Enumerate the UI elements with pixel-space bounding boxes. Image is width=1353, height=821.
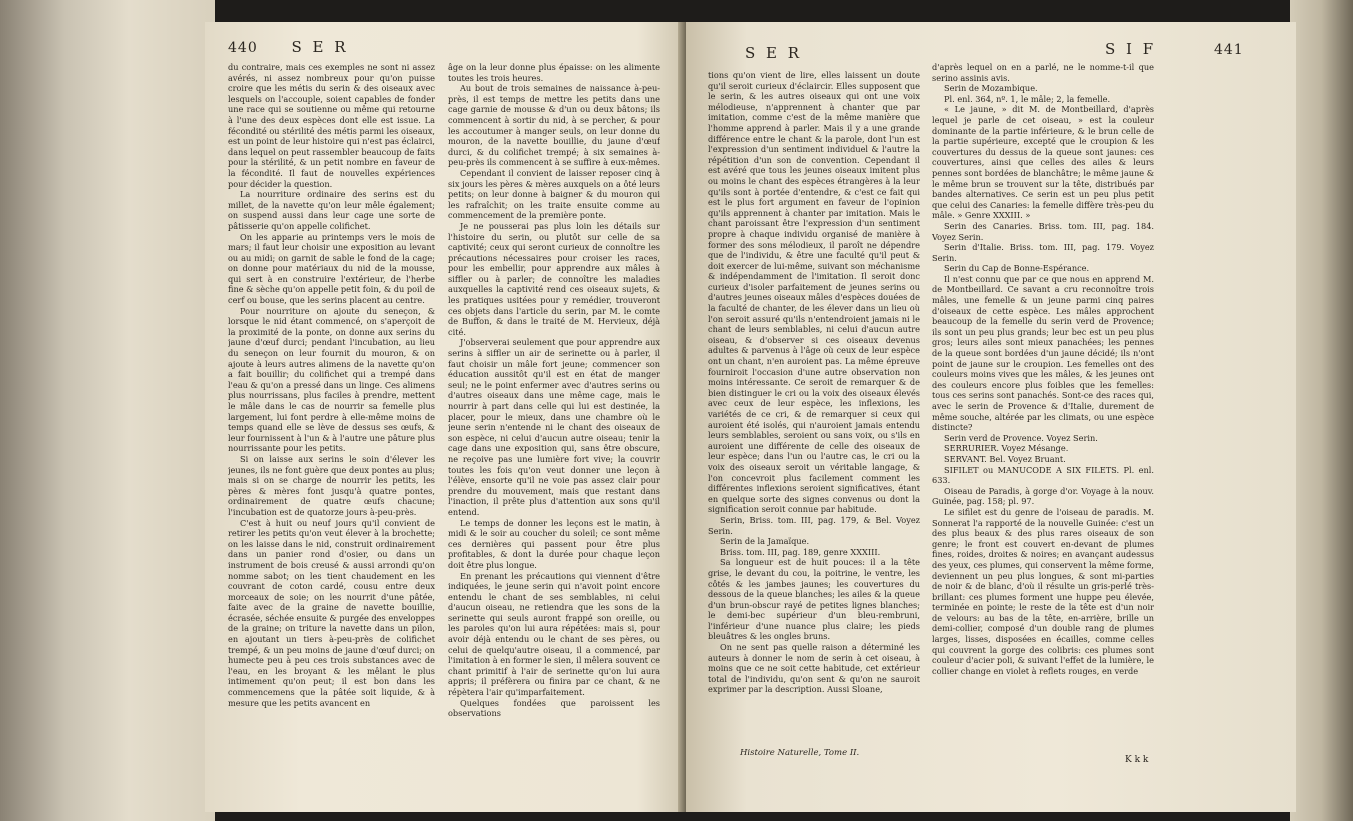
left-running-head: S E R: [291, 38, 349, 56]
right-column-2: [932, 62, 1154, 752]
right-running-head-2: S I F: [1105, 40, 1157, 58]
paragraph: SIFILET ou MANUCODE A SIX FILETS. Pl. enl. 633.: [932, 464, 1154, 486]
paragraph: Pl. enl. 364, nº. 1, le mâle; 2, la femelle.: [944, 93, 1111, 104]
paragraph: du contraire, mais ces exemples ne sont ni assez avérés, ni assez nombreux pour qu'on puisse croire que les métis du serin & des oiseaux avec lesquels on l'accouple, soient capables de fonder une race qui se soutienne ou même qui retourne à l'une des deux espèces dont elle est issue. La fécondité ou stérilité des métis parmi les oiseaux, est un point de leur histoire qui n'est pas éclairci, dans lequel on peut rassembler beaucoup de faits pour la stérilité, & un petit nombre en faveur de la fécondité. Il faut de nouvelles expériences pour décider la question.: [228, 62, 435, 189]
paragraph: Quelques fondées que paroissent les observations: [448, 697, 660, 719]
right-page-number: 441: [1213, 42, 1244, 58]
paragraph: d'après lequel on en a parlé, ne le nomme-t-il que serino assinis avis.: [932, 62, 1154, 83]
paragraph: Le sifilet est du genre de l'oiseau de paradis. M. Sonnerat l'a rapporté de la nouvelle Guinée: c'est un des plus beaux & des plus rares oiseaux de son genre; le front est couvert en-devant de plumes fines, roides, droites & noires; en avançant audessus des yeux, ces plumes, qui conservent la même forme, deviennent un peu plus longues, & sont mi-parties de noir & de blanc, d'où il résulte un gris-perlé très-brillant: ces plumes forment une huppe peu élevée, terminée en pointe; le reste de la tête est d'un noir de velours: au bas de la tête, en-arrière, brille un demi-collier, composé d'un double rang de plumes larges, lisses, disposées en écailles, comme celles qui couvrent la gorge des colibris: ces plumes sont couleur d'acier poli, & suivant l'effet de la lumière, le collier change en violet à reflets rouges, en verde: [932, 506, 1154, 676]
paragraph: Je ne pousserai pas plus loin les détails sur l'histoire du serin, ou plutôt sur celle de sa captivité; ceux qui seront curieux de connoître les précautions nécessaires pour croiser les races, pour les embellir, pour apprendre aux mâles à siffler ou à parler; de connoître les maladies auxquelles la captivité rend ces oiseaux sujets, & les pratiques usitées pour y remédier, trouveront ces objets dans l'article du serin, par M. le comte de Buffon, & dans le traité de M. Hervieux, déjà cité.: [448, 220, 660, 337]
left-page-number: 440: [228, 40, 258, 56]
paragraph: Serin d'Italie. Briss. tom. III, pag. 179. Voyez Serin.: [932, 242, 1154, 263]
paragraph: Cependant il convient de laisser reposer cinq à six jours les pères & mères auxquels on a ôté leurs petits; on leur donne à baigner & du mouron qui les rafraîchit; on les traite ensuite comme au commencement de la première ponte.: [448, 167, 660, 221]
paragraph: Il n'est connu que par ce que nous en apprend M. de Montbeillard. Ce savant a cru reconnoître trois mâles, une femelle & un jeune parmi cinq paires d'oiseaux de cette espèce. Les mâles approchent beaucoup de la femelle du serin verd de Provence; ils sont un peu plus grands; leur bec est un peu plus gros; leurs ailes sont mieux panachées; les pennes de la queue sont bordées d'un jaune décidé; ils n'ont point de jaune sur le croupion. Les femelles ont des couleurs moins vives que les mâles, & les jeunes ont des couleurs encore plus foibles que les femelles: tous ces serins sont panachés. Sont-ce des races qui, avec le serin de Provence & d'Italie, durement de même souche, altérée par les climats, ou une espèce distincte?: [932, 273, 1154, 433]
paragraph: Oiseau de Paradis, à gorge d'or. Voyage à la nouv. Guinée, pag. 158; pl. 97.: [932, 485, 1154, 507]
paragraph: Serin du Cap de Bonne-Espérance.: [944, 263, 1090, 274]
paragraph: Pour nourriture on ajoute du seneçon, & lorsque le nid étant commencé, on s'aperçoit de la proximité de la ponte, on donne aux serins du jaune d'œuf durci; pendant l'incubation, au lieu du seneçon on leur fournit du mouron, & on ajoute à leurs autres alimens de la navette qu'on a fait bouillir; du colifichet qui a trempé dans l'eau & qu'on a pressé dans un linge. Ces alimens plus nourrissans, plus faciles à prendre, mettent le mâle dans le cas de nourrir sa femelle plus largement, lui font perdre à elle-même moins de temps quand elle se lève de dessus ses œufs, & leur fournissent à l'un & à l'autre une pâture plus nourrissante pour les petits.: [228, 305, 435, 454]
paragraph: Serin verd de Provence. Voyez Serin.: [944, 432, 1098, 443]
paragraph: J'observerai seulement que pour apprendre aux serins à siffler un air de serinette ou à parler, il faut choisir un mâle fort jeune; commencer son éducation aussitôt qu'il est en état de manger seul; ne le point enfermer avec d'autres serins ou d'autres oiseaux dans une même cage, mais le nourrir à part dans celle qui lui est destinée, la placer, pour le mieux, dans une chambre où le jeune serin n'entende ni le chant des oiseaux de son espèce, ni celui d'aucun autre oiseau; tenir la cage dans une exposition qui, sans être obscure, ne reçoive pas une lumière fort vive; la couvrir toutes les fois qu'on veut donner une leçon à l'élève, ensorte qu'il ne voie pas assez clair pour prendre du mouvement, mais que restant dans l'inaction, il prête plus d'attention aux sons qu'il entend.: [448, 337, 660, 517]
paragraph: Le temps de donner les leçons est le matin, à midi & le soir au coucher du soleil; ce sont même ces dernières qui passent pour être plus profitables, & dont la durée pour chaque leçon doit être plus longue.: [448, 517, 660, 570]
paragraph: « Le jaune, » dit M. de Montbeillard, d'après lequel je parle de cet oiseau, » est la couleur dominante de la partie inférieure, & le brun celle de la partie supérieure, excepté que le croupion & les couvertures du dessus de la queue sont jaunes: ces couvertures, ainsi que celles des ailes & leurs pennes sont bordées de blanchâtre; le même jaune & le même brun se trouvent sur la tête, distribués par bandes alternatives. Ce serin est un peu plus petit que celui des Canaries: la femelle diffère très-peu du mâle. » Genre XXXIII. »: [932, 104, 1154, 221]
paragraph: On ne sent pas quelle raison a déterminé les auteurs à donner le nom de serin à cet oiseau, à moins que ce ne soit cette habitude, cet extérieur total de l'individu, qu'on sent & qu'on ne sauroit exprimer par la description. Aussi Sloane,: [708, 642, 920, 695]
book-edge-right: [1290, 0, 1353, 821]
paragraph: On les apparie au printemps vers le mois de mars; il faut leur choisir une exposition au levant ou au midi; on garnit de sable le fond de la cage; on donne pour matériaux du nid de la mousse, qui sert à en construire l'extérieur, de l'herbe fine & sèche qu'on appelle petit foin, & du poil de cerf ou bouse, que les serins placent au centre.: [228, 231, 435, 306]
signature-line: Histoire Naturelle, Tome II.: [740, 748, 860, 758]
right-column-1: [708, 70, 920, 720]
paragraph: Serin de la Jamaïque.: [720, 536, 810, 547]
paragraph: Sa longueur est de huit pouces: il a la tête grise, le devant du cou, la poitrine, le ventre, les côtés & les jambes jaunes; les couvertures du dessous de la queue blanches; les ailes & la queue d'un brun-obscur rayé de petites lignes blanches; le demi-bec supérieur d'un bleu-rembruni, l'inférieur d'une nuance plus claire; les pieds bleuâtres & les ongles bruns.: [708, 557, 920, 642]
paragraph: Briss. tom. III, pag. 189, genre XXXIII.: [720, 546, 881, 557]
paragraph: SERVANT. Bel. Voyez Bruant.: [944, 453, 1066, 464]
left-column-2: [448, 62, 660, 800]
left-page-header: [228, 38, 349, 56]
paragraph: La nourriture ordinaire des serins est du millet, de la navette qu'on leur mêle également; on suspend aussi dans leur cage une sorte de pâtisserie qu'on appelle colifichet.: [228, 189, 435, 231]
paragraph: SERRURIER. Voyez Mésange.: [944, 443, 1069, 454]
right-page-header: [1105, 40, 1244, 58]
paragraph: Serin, Briss. tom. III, pag. 179, & Bel. Voyez Serin.: [708, 514, 920, 536]
book-edge-left: [0, 0, 215, 821]
catchword: K k k: [1125, 755, 1149, 765]
paragraph: âge on la leur donne plus épaisse: on les alimente toutes les trois heures.: [448, 62, 660, 83]
paragraph: En prenant les précautions qui viennent d'être indiquées, le jeune serin qui n'avoit point encore entendu le chant de ses semblables, ni celui d'aucun oiseau, ne retiendra que les sons de la serinette qui seuls auront frappé son oreille, ou les paroles qu'on lui aura répétées: mais si, pour avoir déjà entendu ou le chant de ses pères, ou celui de quelqu'autre oiseau, il a commencé, par l'imitation à en former le sien, il mêlera souvent ce chant primitif à l'air de serinette qu'on lui aura appris; il préfèrera ou finira par ce chant, & ne répètera l'air qu'imparfaitement.: [448, 570, 660, 698]
right-running-head: S E R: [745, 44, 803, 62]
paragraph: Serin des Canaries. Briss. tom. III, pag. 184. Voyez Serin.: [932, 220, 1154, 242]
paragraph: Au bout de trois semaines de naissance à-peu-près, il est temps de mettre les petits dans une cage garnie de mousse & d'un ou deux bâtons; ils commencent à sortir du nid, à se percher, & pour les accoutumer à manger seuls, on leur donne du mouron, de la navette bouillie, du jaune d'œuf durci, & du colifichet trempé; à six semaines à-peu-près ils commencent à se suffire à eux-mêmes.: [448, 83, 660, 168]
paragraph: C'est à huit ou neuf jours qu'il convient de retirer les petits qu'on veut élever à la brochette; on les laisse dans le nid, construit ordinairement dans un panier rond d'osier, ou dans un instrument de bois creusé & aussi arrondi qu'on nomme sabot; on les tient chaudement en les couvrant de coton cardé, cousu entre deux morceaux de soie; on les nourrit d'une pâtée, faite avec de la graine de navette bouillie, écrasée, séchée ensuite & purgée des enveloppes de la graine; on triture la navette dans un pilon, en ajoutant un tiers à-peu-près de colifichet trempé, & un peu moins de jaune d'œuf durci; on humecte peu à peu ces trois substances avec de l'eau, en les broyant & les mêlant le plus intimement qu'on peut; il est bon dans les commencemens que la pâtée soit liquide, & à mesure que les petits avancent en: [228, 517, 435, 708]
paragraph: Serin de Mozambique.: [944, 83, 1038, 94]
left-column-1: [228, 62, 435, 800]
paragraph: Si on laisse aux serins le soin d'élever les jeunes, ils ne font guère que deux pontes au plus; mais si on se charge de nourrir les petits, les pères & mères font jusqu'à quatre pontes, ordinairement de quatre œufs chacune; l'incubation est de quatorze jours à-peu-près.: [228, 453, 435, 517]
paragraph: tions qu'on vient de lire, elles laissent un doute qu'il seroit curieux d'éclaircir. Elles supposent que le serin, & les autres oiseaux qui ont une voix mélodieuse, n'apprennent à chanter que par imitation, comme c'est de la même manière que l'homme apprend à parler. Mais il y a une grande différence entre le chant & la parole, dont l'un est l'expression d'un sentiment individuel & l'autre la répétition d'un son de convention. Cependant il est avéré que tous les jeunes oiseaux imitent plus ou moins le chant des espèces étrangères à la leur qu'ils sont à portée d'entendre, & c'est ce fait qui est le plus fort argument en faveur de l'opinion qu'ils apprennent à chanter par imitation. Mais le chant paroissant être l'expression d'un sentiment propre à chaque individu organisé de manière à former des sons mélodieux, il paroît ne dépendre que de l'individu, & être une faculté qu'il peut & doit exercer de lui-même, suivant son méchanisme & indépendamment de l'imitation. Il seroit donc curieux d'isoler parfaitement de jeunes serins ou d'autres jeunes oiseaux mâles d'espèces douées de la faculté de chanter, de les élever dans un lieu où l'on seroit assuré qu'ils n'entendroient jamais ni le chant de leurs semblables, ni celui d'aucun autre oiseau, & d'observer si ces oiseaux devenus adultes & parvenus à l'âge où ceux de leur espèce ont un chant, n'en auroient pas. La même épreuve fourniroit l'occasion d'une autre observation non moins intéressante. Ce seroit de remarquer & de bien distinguer le cri ou la voix des oiseaux élevés avec ceux de leur espèce, les inflexions, les variétés de ce cri, & de remarquer si ceux qui auroient été isolés, qui n'auroient jamais entendu leurs semblables, seroient ou sans voix, ou s'ils en auroient une différente de celle des oiseaux de leur espèce; dans l'un ou l'autre cas, le cri ou la voix des oiseaux seroit un véritable langage, & l'on concevroit plus facilement comment les différentes inflexions seroient significatives, étant en quelque sorte des signes convenus ou dont la signification seroit connue par habitude.: [708, 70, 920, 515]
